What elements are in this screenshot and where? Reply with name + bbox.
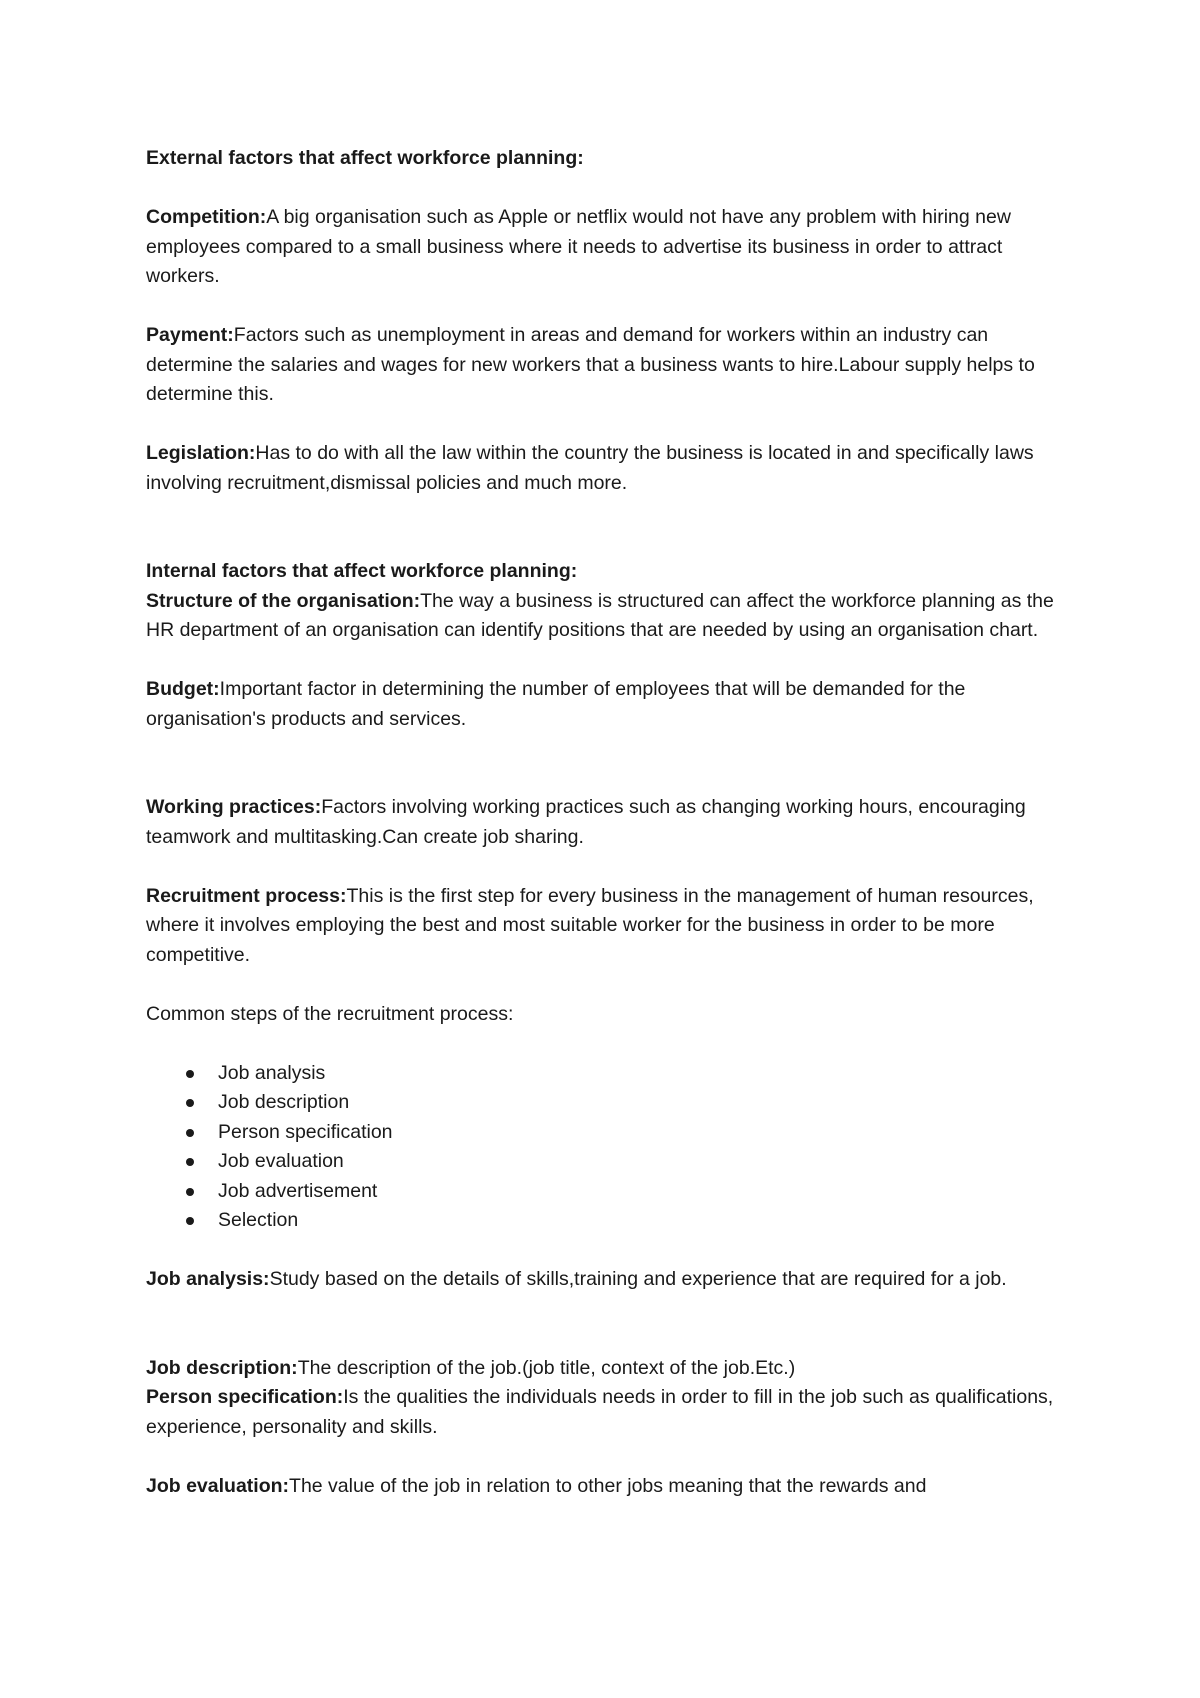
bullet-icon	[186, 1129, 194, 1137]
bullet-icon	[186, 1070, 194, 1078]
structure-paragraph	[146, 587, 1076, 646]
payment-label: Payment:	[146, 324, 234, 346]
list-item-label: Job analysis	[218, 1061, 326, 1084]
bullet-icon	[186, 1217, 194, 1225]
person-specification-text: Is the qualities the individuals needs in order to fill in the job such as qualifications, experience, personality and skills.	[146, 1386, 1054, 1438]
person-specification-label: Person specification:	[146, 1386, 344, 1408]
list-item-label: Job advertisement	[218, 1179, 378, 1202]
budget-paragraph	[146, 675, 1076, 734]
list-item-label: Job description	[218, 1091, 350, 1113]
job-description-text: The description of the job.(job title, context of the job.Etc.)	[297, 1356, 796, 1379]
budget-text: Important factor in determining the number of employees that will be demanded for the organisation's products and services.	[146, 678, 966, 730]
competition-text: A big organisation such as Apple or netflix would not have any problem with hiring new employees compared to a small business where it needs to advertise its business in order to attract workers.	[146, 206, 1011, 287]
structure-text: The way a business is structured can affect the workforce planning as the HR department of an organisation can identify positions that are needed by using an organisation chart.	[146, 589, 1054, 641]
job-description-paragraph	[146, 1354, 1076, 1384]
legislation-paragraph	[146, 439, 1076, 498]
list-item-label: Job evaluation	[218, 1150, 344, 1172]
bullet-icon	[186, 1188, 194, 1196]
legislation-label: Legislation:	[146, 442, 256, 464]
job-description-label: Job description:	[146, 1356, 298, 1379]
recruitment-text: This is the first step for every business in the management of human resources, where it involves employing the best and most suitable worker for the business in order to be more competitive.	[146, 884, 1034, 966]
job-analysis-label: Job analysis:	[146, 1268, 270, 1290]
list-item-label: Selection	[218, 1209, 299, 1231]
competition-label: Competition:	[146, 206, 267, 228]
bullet-icon	[186, 1158, 194, 1166]
working-practices-paragraph	[146, 793, 1076, 852]
job-evaluation-label: Job evaluation:	[146, 1474, 290, 1497]
job-analysis-paragraph	[146, 1265, 1076, 1295]
budget-label: Budget:	[146, 678, 220, 700]
payment-paragraph	[146, 321, 1076, 410]
list-item	[146, 1059, 1076, 1089]
recruitment-steps-intro: Common steps of the recruitment process:	[146, 1002, 514, 1025]
structure-label: Structure of the organisation:	[146, 589, 421, 612]
legislation-text: Has to do with all the law within the country the business is located in and specifically laws involving recruitment,dismissal policies and much more.	[146, 442, 1034, 494]
person-specification-paragraph	[146, 1383, 1076, 1442]
recruitment-steps-list	[146, 1059, 1076, 1236]
list-item	[146, 1206, 1076, 1236]
recruitment-paragraph	[146, 882, 1076, 971]
list-item	[146, 1147, 1076, 1177]
list-item	[146, 1177, 1076, 1207]
job-evaluation-paragraph	[146, 1472, 1076, 1502]
job-evaluation-text: The value of the job in relation to other jobs meaning that the rewards and	[289, 1474, 927, 1497]
working-practices-label: Working practices:	[146, 796, 322, 818]
list-item	[146, 1088, 1076, 1118]
payment-text: Factors such as unemployment in areas and demand for workers within an industry can determine the salaries and wages for new workers that a business wants to hire.Labour supply helps to determine this.	[146, 324, 1035, 405]
competition-paragraph	[146, 203, 1076, 292]
working-practices-text: Factors involving working practices such as changing working hours, encouraging teamwork and multitasking.Can create job sharing.	[146, 796, 1026, 848]
internal-factors-heading: Internal factors that affect workforce planning:	[146, 560, 578, 582]
bullet-icon	[186, 1099, 194, 1107]
job-analysis-text: Study based on the details of skills,training and experience that are required for a job.	[269, 1268, 1007, 1290]
list-item	[146, 1118, 1076, 1148]
recruitment-label: Recruitment process:	[146, 884, 347, 907]
list-item-label: Person specification	[218, 1120, 393, 1143]
document-page	[146, 144, 1076, 1501]
external-factors-heading: External factors that affect workforce planning:	[146, 147, 584, 169]
